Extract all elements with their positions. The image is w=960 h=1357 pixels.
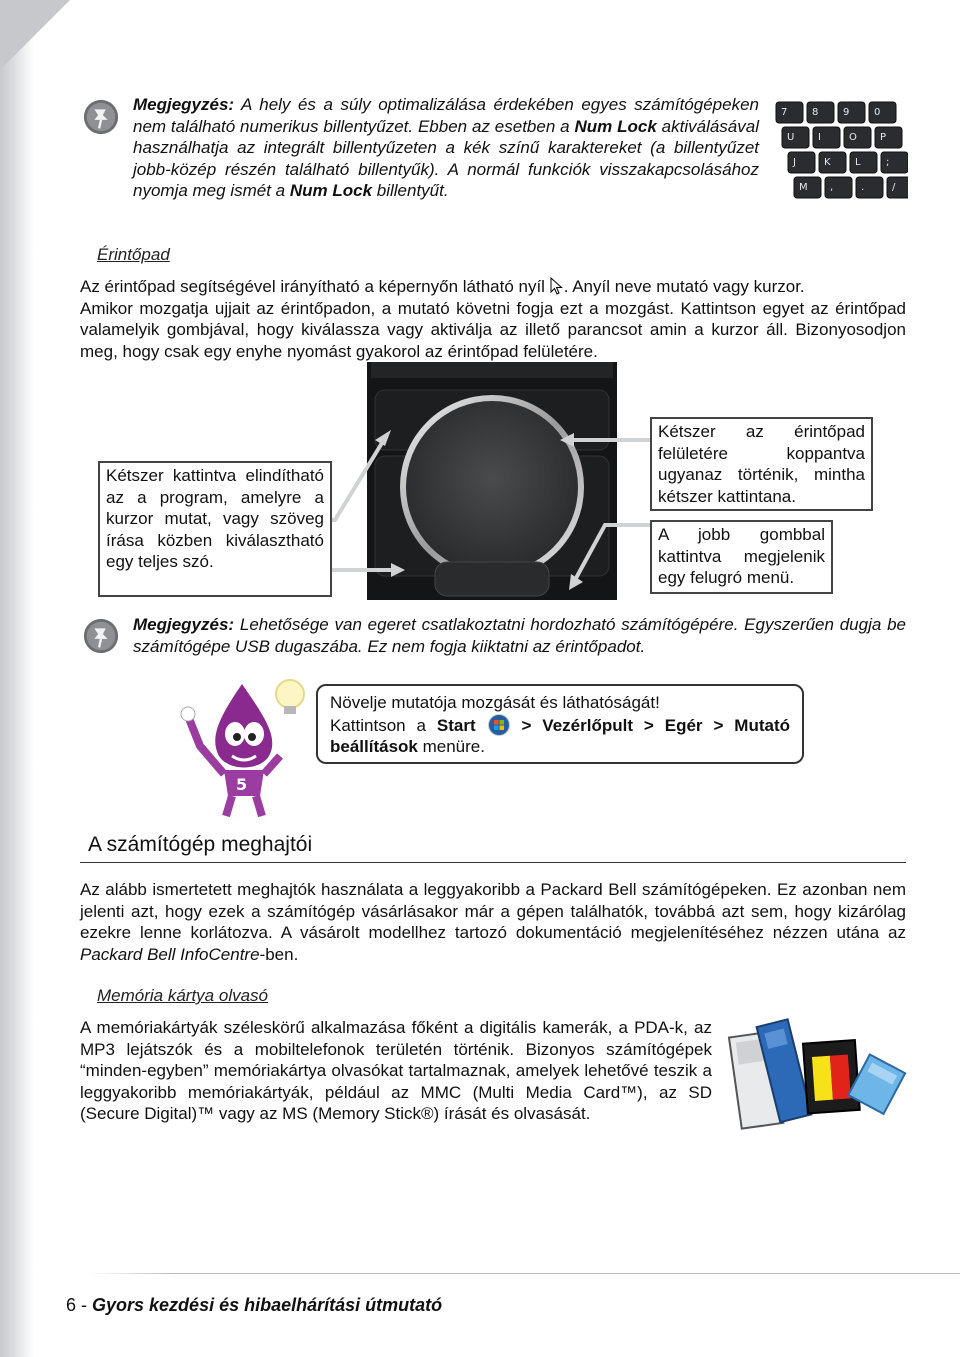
callout-double-tap: Kétszer az érintőpad felületére koppantva ugyanaz történik, mintha kétszer kattintana. — [650, 417, 873, 511]
touchpad-text-part: Amikor mozgatja ujjait az érintőpadon, a mutató követni fogja ezt a mozgást. Kattintson egyet az érintőpad valamelyik gombjával, hogy kiválassza vagy aktiválja az illető parancsot amin a kurzor áll. Bizonyosodjon meg, hogy csak egy enyhe nyomást gyakorol az érintőpad felületére. — [80, 298, 906, 361]
keypad-key-label: 8 — [812, 107, 819, 118]
note-numlock — [133, 94, 759, 202]
start-label: Start — [436, 715, 476, 735]
keypad-key-label: . — [861, 182, 865, 193]
keypad-key-label: K — [824, 157, 831, 168]
note-mouse — [133, 614, 906, 657]
touchpad-text-part: . Anyíl neve mutató vagy kurzor. — [563, 277, 805, 296]
drives-intro — [80, 879, 906, 965]
num-lock-key-name: Num Lock — [289, 181, 373, 200]
tip-text-part: Kattintson a — [330, 715, 437, 735]
card-reader-text: A memóriakártyák széleskörű alkalmazása főként a digitális kamerák, a PDA-k, az MP3 lejátszók és a mobiltelefonok területén történik. Bizonyos számítógépek “minden-egyben” memóriakártya olvasókat tartalmaznak, amelyek lehetővé teszik a leggyakoribb memóriakártyák, például az MMC (Multi Media Card™), az SD (Secure Digital)™ vagy az MS (Memory Stick®) írását és olvasását. — [80, 1018, 712, 1123]
menu-path: > Vezérlőpult > Egér > Mutató beállítások — [330, 715, 790, 756]
tip-pointer-settings — [316, 684, 804, 764]
keypad-key-label: J — [793, 157, 796, 168]
pushpin-note-icon — [82, 98, 120, 136]
keypad-key-label: P — [880, 132, 887, 143]
tip-line: Növelje mutatója mozgását és láthatóságát! — [330, 693, 660, 712]
section-heading-card-reader: Memória kártya olvasó — [97, 986, 269, 1005]
num-lock-key-name: Num Lock — [574, 116, 657, 136]
touchpad-text-part: Az érintőpad segítségével irányítható a képernyőn látható nyíl — [80, 277, 550, 296]
keypad-key-label: / — [892, 182, 896, 193]
pushpin-note-icon — [82, 617, 120, 655]
keypad-key-label: U — [787, 132, 795, 143]
callout-right-click: A jobb gombbal kattintva megjelenik egy felugró menü. — [650, 520, 833, 594]
cursor-arrow-icon — [550, 277, 564, 295]
drives-text-part: -ben. — [259, 944, 299, 964]
keypad-key-label: 0 — [874, 107, 881, 118]
drives-text-part: Az alább ismertetett meghajtók használata a leggyakoribb a Packard Bell számítógépeken. Ez azonban nem jelenti azt, hogy ezek a számítógép vásárlásakor már a gépen találhatók, továbbá azt sem, hogy kizárólag ezekre lenne korlátozva. A vásárolt modellhez tartozó dokumentáció megjelenítéséhez nézzen utána az — [80, 880, 906, 942]
keypad-key-label: M — [799, 182, 808, 193]
svg-text:5: 5 — [236, 775, 248, 794]
keypad-key-label: 9 — [843, 107, 850, 118]
page-footer — [66, 1295, 442, 1316]
section-heading-touchpad: Érintőpad — [97, 245, 170, 264]
note-label: Megjegyzés: — [133, 615, 235, 634]
keypad-key-label: O — [849, 132, 857, 143]
numeric-keypad-image — [770, 98, 908, 200]
note-text-part: aktiválásával használhatja az integrált billentyűzeten a kék színű karaktereket (a billentyűzet jobb-közép részén található billentyűk). A normál funkciók visszakapcsolásához nyomja meg ismét a — [133, 116, 759, 200]
page-corner-fold — [0, 0, 70, 70]
keypad-key-label: ; — [886, 157, 890, 168]
keypad-key-label: , — [830, 182, 834, 193]
callout-pointers — [325, 430, 655, 590]
document-title: Gyors kezdési és hibaelhárítási útmutató — [92, 1295, 443, 1315]
note-text-part: A hely és a súly optimalizálása érdekében egyes számítógépeken nem található numerikus billentyűzet. Ebben az esetben a — [133, 95, 759, 136]
keypad-key-label: I — [818, 132, 821, 143]
keypad-key-label: 7 — [781, 107, 788, 118]
footer-divider — [88, 1273, 960, 1274]
section-divider — [80, 862, 906, 863]
note-text-part: billentyűt. — [372, 181, 449, 200]
page-number: 6 - — [66, 1295, 93, 1315]
note-label: Megjegyzés: — [133, 95, 235, 114]
callout-double-click: Kétszer kattintva elindítható az a program, amelyre a kurzor mutat, vagy szöveg írása közben kiválasztható egy teljes szó. — [98, 461, 332, 597]
tip-text-part: menüre. — [417, 737, 485, 756]
keypad-key-label: L — [855, 157, 861, 168]
windows-start-icon — [487, 714, 511, 736]
memory-cards-image — [718, 1016, 908, 1132]
note-text-part: Lehetősége van egeret csatlakoztatni hordozható számítógépére. Egyszerűen dugja be számítógépe USB dugaszába. Ez nem fogja kiiktatni az érintőpadot. — [133, 615, 906, 656]
keypad-key — [887, 177, 908, 198]
section-title-drives: A számítógép meghajtói — [88, 833, 313, 856]
infocentre-name: Packard Bell InfoCentre — [80, 944, 260, 964]
touchpad-intro — [80, 276, 906, 362]
mascot-tip-image — [180, 676, 310, 818]
